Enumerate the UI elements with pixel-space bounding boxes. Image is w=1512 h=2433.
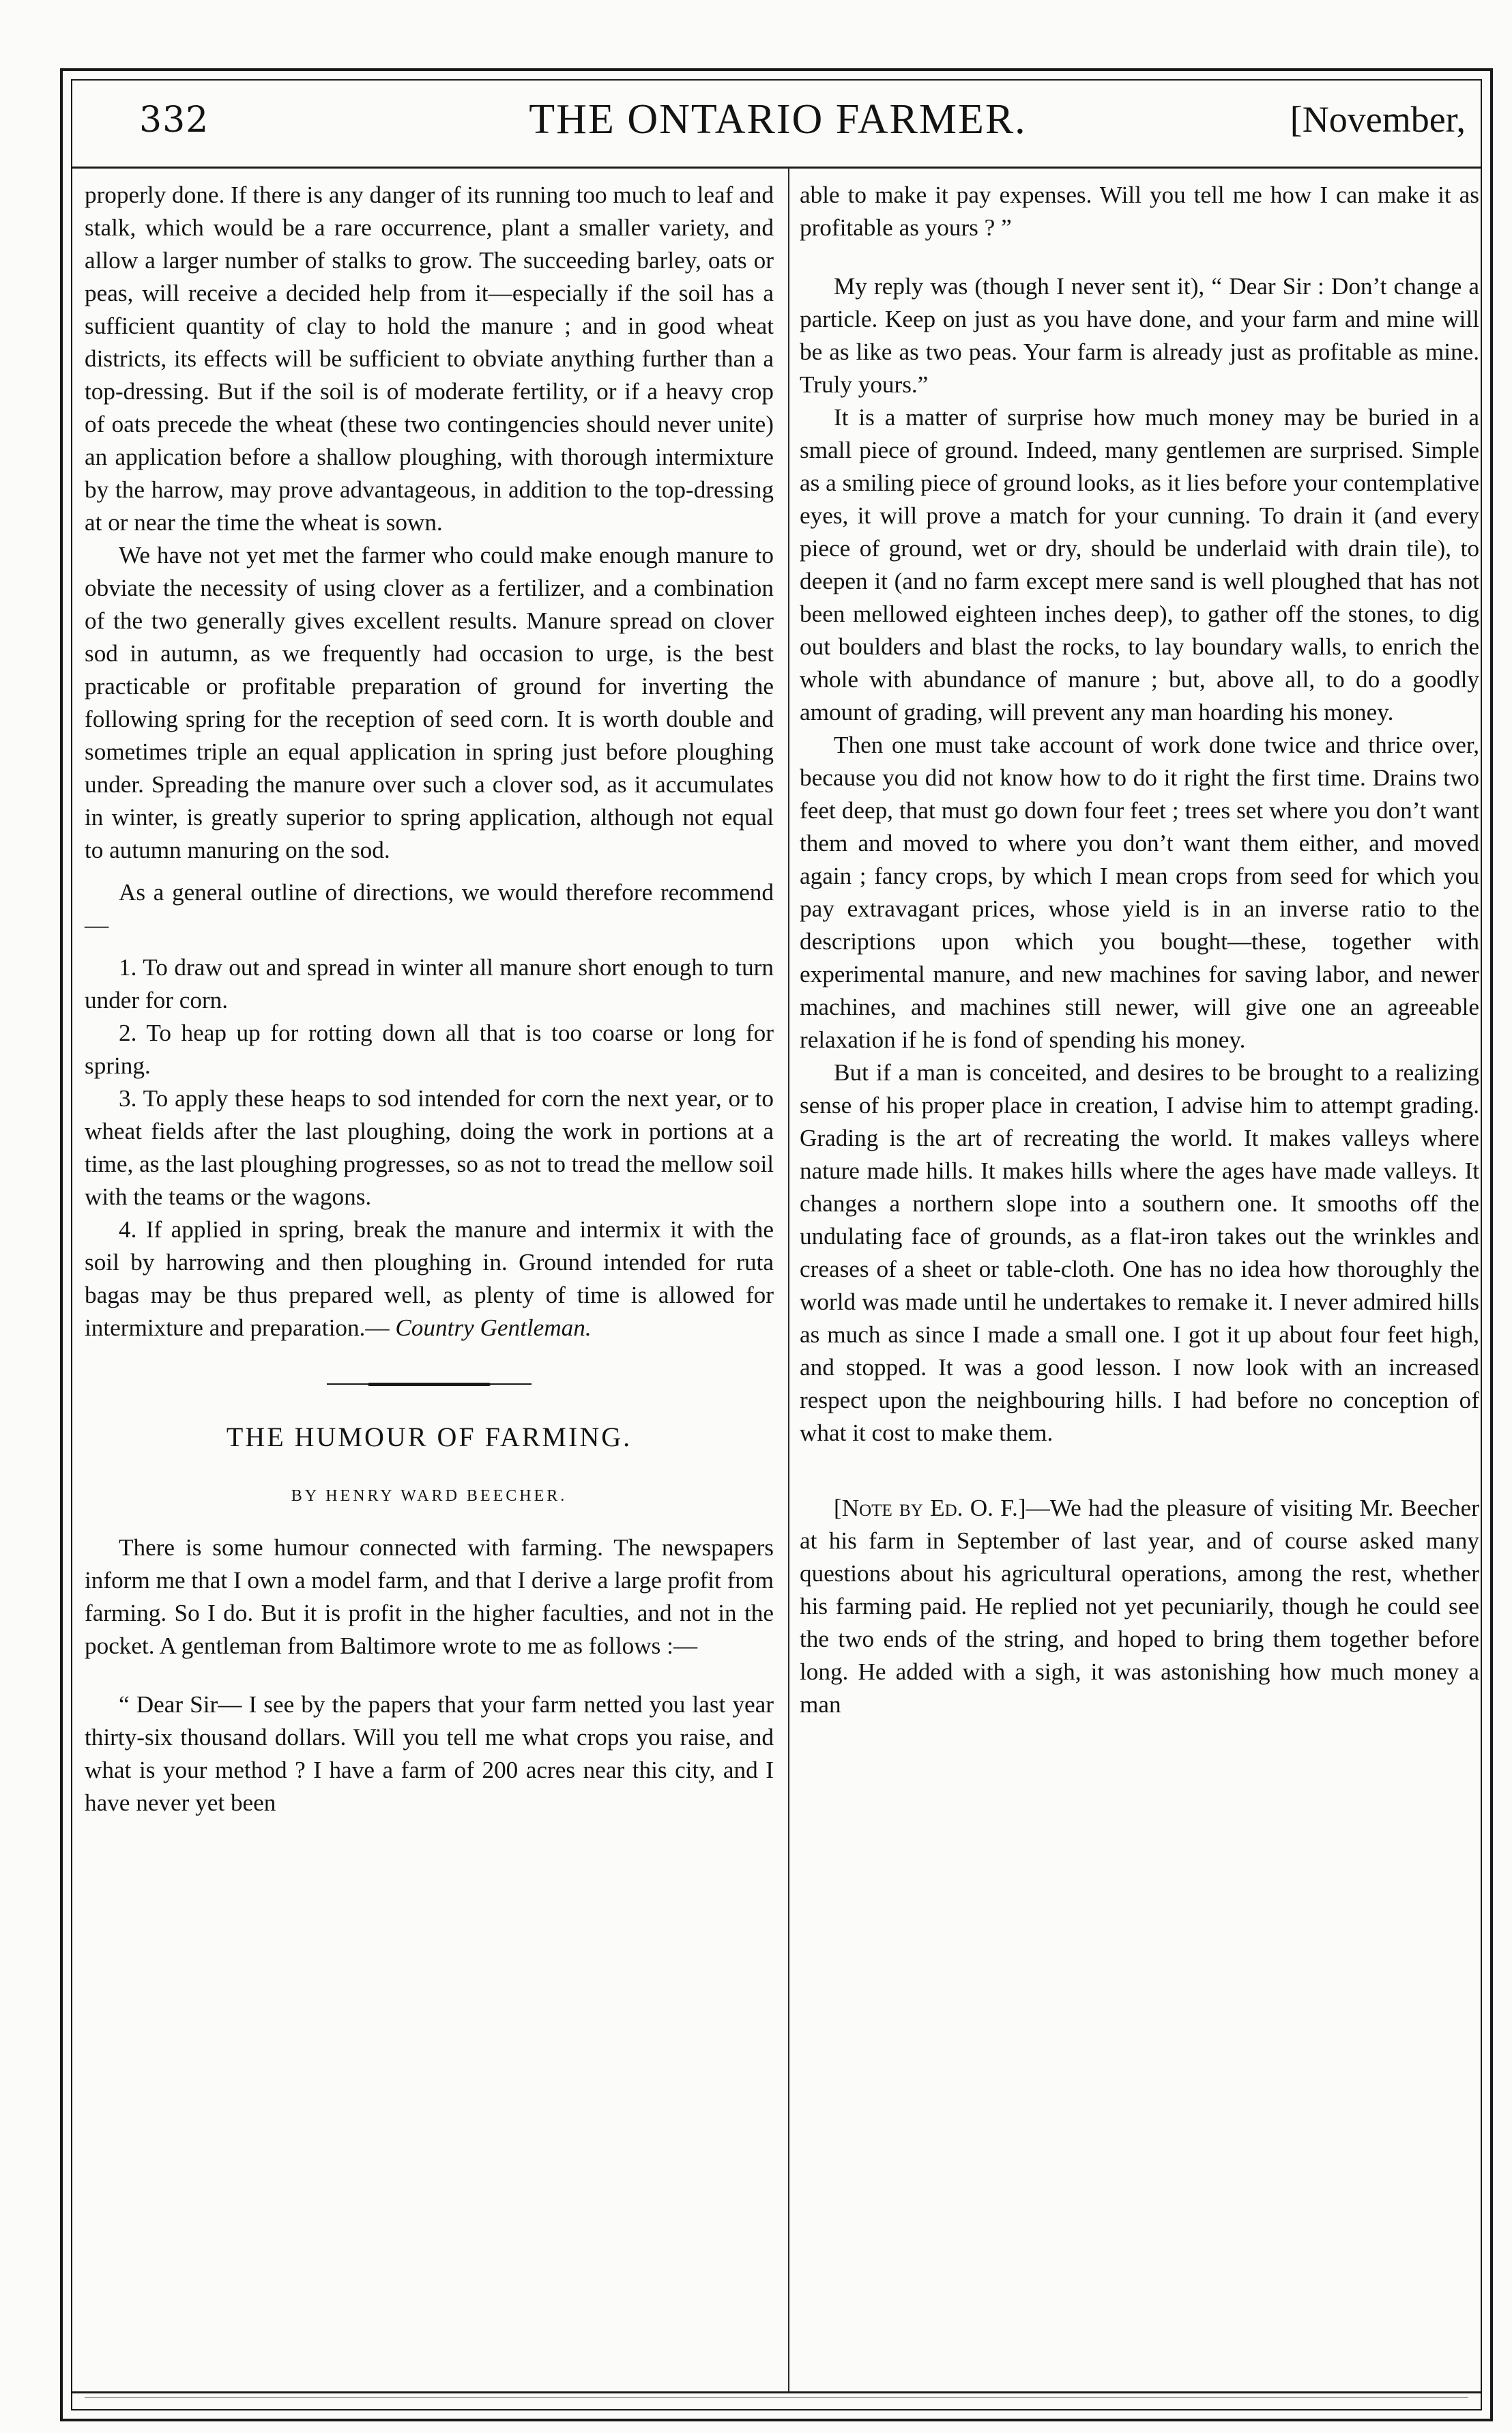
paragraph: But if a man is conceited, and desires to be brought to a realizing sense of his proper place in creation, I advise him to attempt grading. Grading is the art of recreating the world. It makes valleys where nature made hills. It makes hills where the ages have made valleys. It changes a northern slope into a southern one. It smooths off the undulating face of grounds, as a flat-iron takes out the wrinkles and creases of a sheet or table-cloth. One has no idea how thoroughly the world was made until he undertakes to remake it. I never admired hills as much as since I made a small one. I got it up about four feet high, and stopped. It was a good lesson. I now look with an increased respect upon the neighbouring hills. I had before no conception of what it cost to make them.: [800, 1059, 1479, 1446]
paragraph: able to make it pay expenses. Will you tell me how I can make it as profitable as yours ? ”: [800, 182, 1479, 241]
running-title: THE ONTARIO FARMER.: [529, 96, 1027, 143]
paragraph: We have not yet met the farmer who could make enough manure to obviate the necessity of using clover as a fertilizer, and a combination of the two generally gives excellent results. Manure spread on clover sod in autumn, as we frequently had occasion to urge, is the best practicable or profitable preparation of ground for inverting the following spring for the reception of seed corn. It is worth double and sometimes triple an equal application in spring just before ploughing under. Spreading the manure over such a clover sod, as it accumulates in winter, is greatly superior to spring application, although not equal to autumn manuring on the sod.: [85, 542, 774, 863]
byline: BY HENRY WARD BEECHER.: [291, 1487, 568, 1505]
page-number: 332: [139, 100, 209, 141]
bottom-rule: [71, 2391, 1482, 2393]
editor-note-text: —We had the pleasure of visiting Mr. Beecher at his farm in September of last year, and of course asked many questions about his agricultural operations, among the rest, whether his farming paid. He replied not yet pecuniarily, though he could see the two ends of the string, and hoped to bring them together before long. He added with a sigh, it was astonishing how much money a man: [800, 1495, 1479, 1718]
paragraph: My reply was (though I never sent it), “ Dear Sir : Don’t change a particle. Keep on just as you have done, and your farm and mine will be as like as two peas. Your farm is already just as profitable as mine. Truly yours.”: [800, 273, 1479, 398]
editor-note-label: [Note by Ed. O. F.]: [834, 1495, 1026, 1521]
article-title: THE HUMOUR OF FARMING.: [226, 1422, 633, 1452]
paragraph: properly done. If there is any danger of its running too much to leaf and stalk, which would be a rare occurrence, plant a smaller variety, and allow a larger number of stalks to grow. The succeeding barley, oats or peas, will receive a decided help from it—especially if the soil has a sufficient quantity of clay to hold the manure ; and in good wheat districts, its effects will be sufficient to obviate anything further than a top-dressing. But if the soil is of moderate fertility, or if a heavy crop of oats precede the wheat (these two contingencies should never unite) an application before a shallow ploughing, with thorough intermixture by the harrow, may prove advantageous, in addition to the top-dressing at or near the time the wheat is sown.: [85, 182, 774, 536]
bottom-gutter: [85, 2397, 1468, 2403]
list-item: 2. To heap up for rotting down all that is too coarse or long for spring.: [85, 1020, 774, 1079]
list-item: 1. To draw out and spread in winter all manure short enough to turn under for corn.: [85, 954, 774, 1013]
running-month: [November,: [1290, 99, 1466, 140]
source-credit: Country Gentleman.: [395, 1314, 592, 1341]
list-item: [85, 1213, 774, 1344]
list-item-text: 4. If applied in spring, break the manure and intermix it with the soil by harrowing and then ploughing in. Ground intended for ruta bagas may be thus prepared well, as plenty of time is allowed for intermixture and preparation.—: [85, 1216, 774, 1341]
right-column: [800, 179, 1479, 1721]
list-item: 3. To apply these heaps to sod intended for corn the next year, or to wheat fields after the last ploughing, doing the work in portions at a time, as the last ploughing progresses, so as not to tread the mellow soil with the teams or the wagons.: [85, 1085, 774, 1210]
paragraph: Then one must take account of work done twice and thrice over, because you did not know how to do it right the first time. Drains two feet deep, that must go down four feet ; trees set where you don’t want them and moved to where you don’t want them either, and moved again ; fancy crops, by which I mean crops from seed for which you pay extravagant prices, whose yield is in an inverse ratio to the descriptions upon which you bought—these, together with experimental manure, and new machines for saving labor, and newer machines, and machines still newer, will give one an agreeable relaxation if he is fond of spending his money.: [800, 732, 1479, 1053]
paragraph: It is a matter of surprise how much money may be buried in a small piece of ground. Indeed, many gentlemen are surprised. Simple as a smiling piece of ground looks, as it lies before your contemplative eyes, it will prove a match for your cunning. To drain it (and every piece of ground, wet or dry, should be underlaid with drain tile), to deepen it (and no farm except mere sand is well ploughed that has not been mellowed eighteen inches deep), to gather off the stones, to dig out boulders and blast the rocks, to lay boundary walls, to enrich the whole with abundance of manure ; but, above all, to do a goodly amount of grading, will prevent any man hoarding his money.: [800, 404, 1479, 725]
section-divider: [327, 1383, 532, 1387]
header-rule: [71, 167, 1482, 169]
column-rule: [788, 168, 789, 2391]
paragraph: There is some humour connected with farming. The newspapers inform me that I own a model farm, and that I derive a large profit from farming. So I do. But it is profit in the higher faculties, and not in the pocket. A gentleman from Baltimore wrote to me as follows :—: [85, 1534, 774, 1659]
editor-note: [800, 1492, 1479, 1721]
paragraph: As a general outline of directions, we would therefore recommend—: [85, 879, 774, 938]
page-header: [82, 89, 1474, 164]
left-column: [85, 179, 774, 1819]
paragraph: “ Dear Sir— I see by the papers that your farm netted you last year thirty-six thousand dollars. Will you tell me what crops you raise, and what is your method ? I have a farm of 200 acres near this city, and I have never yet been: [85, 1691, 774, 1816]
